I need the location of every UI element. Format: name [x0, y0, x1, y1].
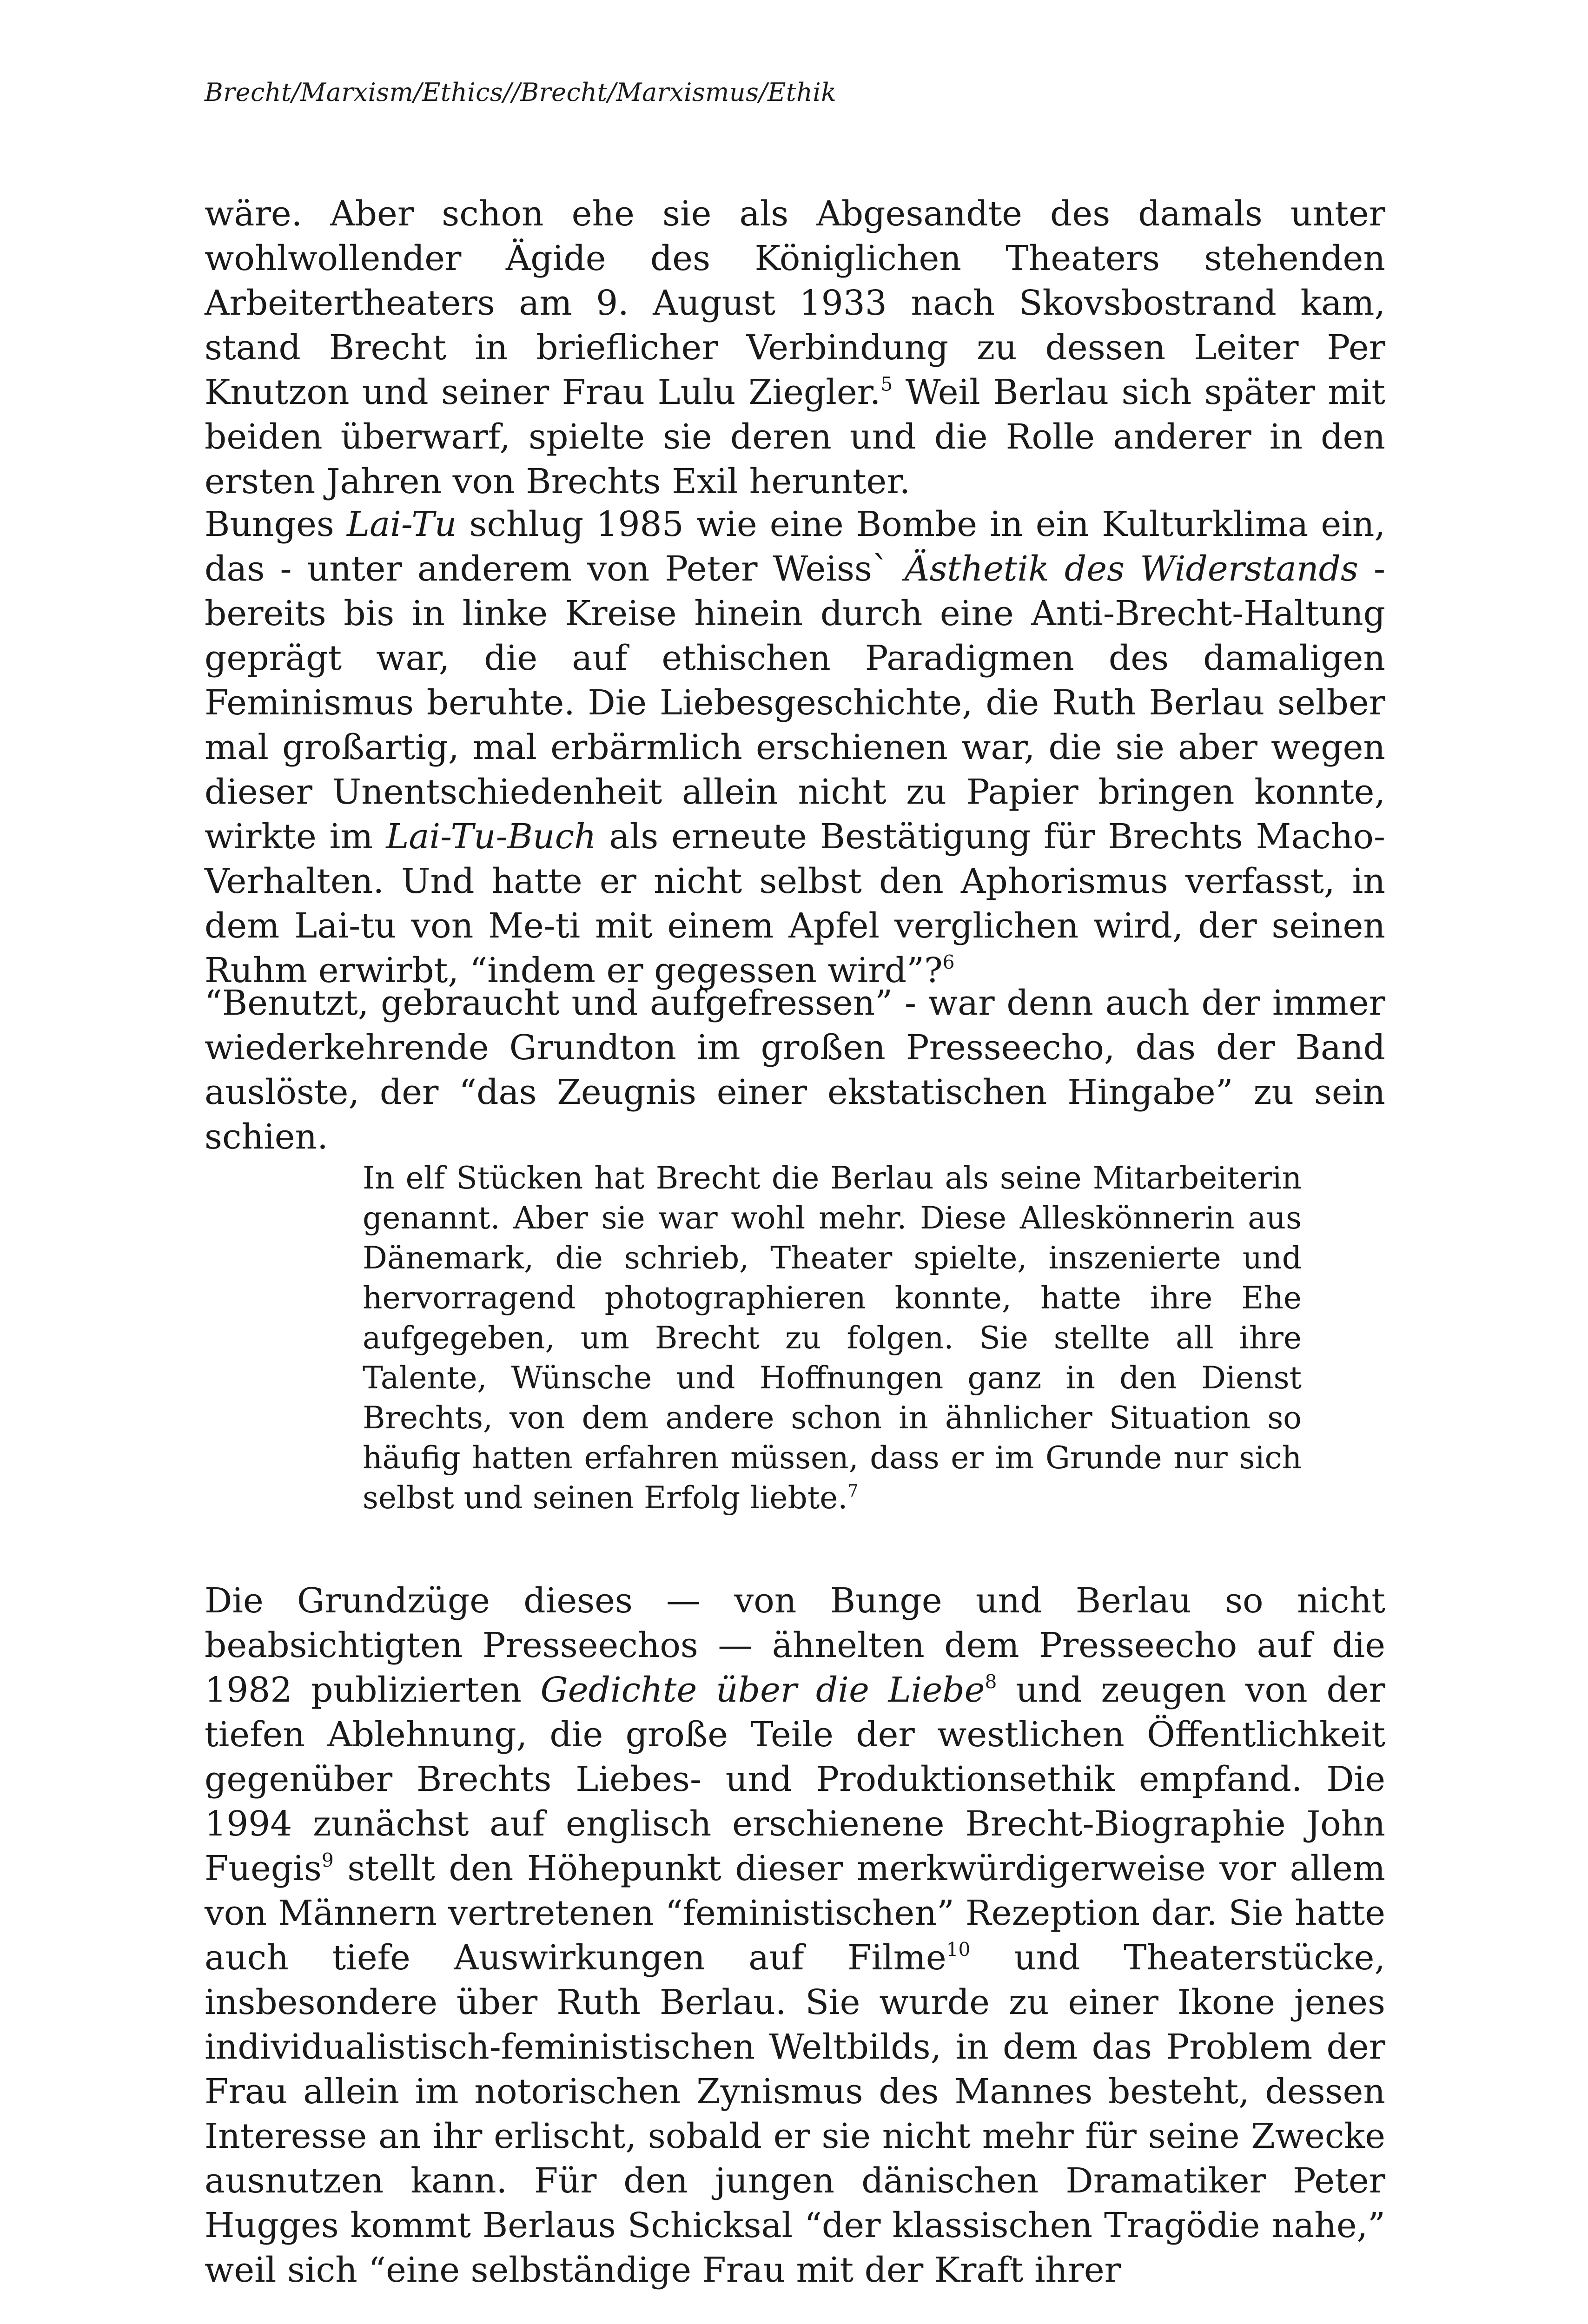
paragraph-4-text-b: und zeugen von der tiefen Ablehnung, die große Teile der westlichen Öffentlichkeit gegenüber Brechts Liebes- und Produktionsethik empfand. Die 1994 zunächst auf englisch erschienene Brecht-Biographie John Fuegis: [205, 1670, 1386, 1888]
paragraph-2-text-c: - bereits bis in linke Kreise hinein durch eine Anti-Brecht-Haltung geprägt war, die auf ethischen Paradigmen des damaligen Feminismus beruhte. Die Liebesgeschichte, die Ruth Berlau selber mal großartig, mal erbärmlich erschienen war, die sie aber wegen dieser Unentschiedenheit allein nicht zu Papier bringen konnte, wirkte im: [205, 549, 1386, 857]
footnote-ref-10: 10: [946, 1938, 971, 1961]
footnote-ref-7: 7: [847, 1480, 859, 1501]
paragraph-1-text-b: Weil Berlau sich später mit beiden überwarf, spielte sie deren und die Rolle anderer in den ersten Jahren von Brechts Exil herunter.: [205, 372, 1385, 502]
footnote-ref-6: 6: [942, 951, 955, 974]
footnote-ref-5: 5: [880, 373, 893, 396]
title-lai-tu-buch: Lai-Tu-Buch: [386, 817, 596, 857]
paragraph-4: [205, 1578, 1385, 2292]
block-quote: [363, 1158, 1302, 1518]
paragraph-2-text-b: schlug 1985 wie eine Bombe in ein Kulturklima ein, das - unter anderem von Peter Weiss`: [205, 504, 1385, 589]
paragraph-4-text-a: Die Grundzüge dieses — von Bunge und Berlau so nicht beabsichtigten Presseechos — ähnelten dem Presseecho auf die 1982 publizierten: [205, 1581, 1385, 1710]
paragraph-1: [205, 191, 1385, 504]
footnote-ref-8: 8: [985, 1670, 997, 1693]
paragraph-3: [205, 981, 1385, 1159]
paragraph-2-text-d: als erneute Bestätigung für Brechts Macho-Verhalten. Und hatte er nicht selbst den Aphorismus verfasst, in dem Lai-tu von Me-ti mit einem Apfel verglichen wird, der seinen Ruhm erwirbt, “indem er gegessen wird”?: [205, 817, 1385, 990]
paragraph-2-text-a: Bunges: [205, 504, 347, 544]
paragraph-1-text-a: wäre. Aber schon ehe sie als Abgesandte des damals unter wohlwollender Ägide des Königlichen Theaters stehenden Arbeitertheaters am 9. August 1933 nach Skovsbostrand kam, stand Brecht in brieflicher Verbindung zu dessen Leiter Per Knutzon und seiner Frau Lulu Ziegler.: [205, 194, 1385, 412]
block-quote-text: In elf Stücken hat Brecht die Berlau als seine Mitarbeiterin genannt. Aber sie war wohl mehr. Diese Alleskönnerin aus Dänemark, die schrieb, Theater spielte, inszenierte und hervorragend photographieren konnte, hatte ihre Ehe aufgegeben, um Brecht zu folgen. Sie stellte all ihre Talente, Wünsche und Hoffnungen ganz in den Dienst Brechts, von dem andere schon in ähnlicher Situation so häufig hatten erfahren müssen, dass er im Grunde nur sich selbst und seinen Erfolg liebte.: [363, 1160, 1302, 1516]
paragraph-2: [205, 502, 1385, 993]
running-head: Brecht/Marxism/Ethics//Brecht/Marxismus/Ethik: [205, 78, 837, 107]
footnote-ref-9: 9: [321, 1849, 334, 1872]
title-gedichte: Gedichte über die Liebe: [540, 1670, 985, 1710]
paragraph-3-text: “Benutzt, gebraucht und aufgefressen” - war denn auch der immer wiederkehrende Grundton im großen Presseecho, das der Band auslöste, der “das Zeugnis einer ekstatischen Hingabe” zu sein schien.: [205, 983, 1385, 1157]
paragraph-4-text-d: und Theaterstücke, insbesondere über Ruth Berlau. Sie wurde zu einer Ikone jenes individualistisch-feministischen Weltbilds, in dem das Problem der Frau allein im notorischen Zynismus des Mannes besteht, dessen Interesse an ihr erlischt, sobald er sie nicht mehr für seine Zwecke ausnutzen kann. Für den jungen dänischen Dramatiker Peter Hugges kommt Berlaus Schicksal “der klassischen Tragödie nahe,” weil sich “eine selbständige Frau mit der Kraft ihrer: [205, 1938, 1385, 2290]
title-aesthetik: Ästhetik des Widerstands: [905, 549, 1358, 589]
title-lai-tu: Lai-Tu: [346, 504, 457, 544]
paragraph-4-text-c: stellt den Höhepunkt dieser merkwürdigerweise vor allem von Männern vertretenen “feministischen” Rezeption dar. Sie hatte auch tiefe Auswirkungen auf Filme: [205, 1849, 1385, 1978]
